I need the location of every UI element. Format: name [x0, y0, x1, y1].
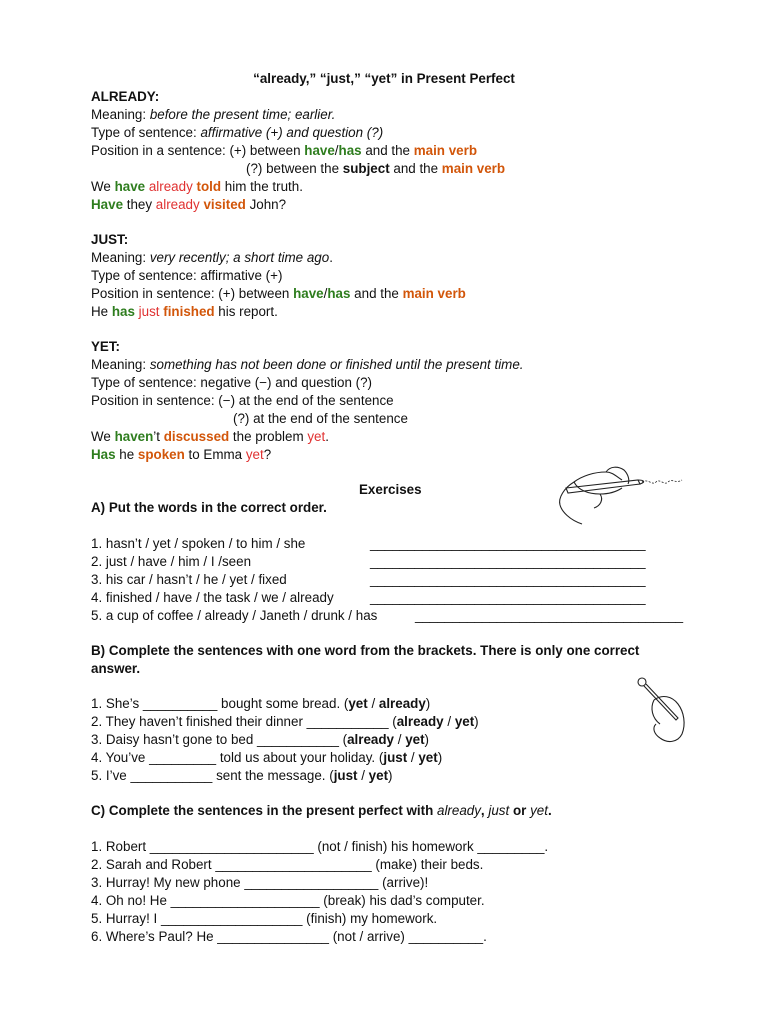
section-a-item-2: 2. just / have / him / I /seen — [91, 554, 252, 569]
answer-blank-a5[interactable]: ____________________________________ — [415, 608, 684, 623]
already-example-1: We have already told him the truth. — [91, 179, 303, 194]
just-meaning: Meaning: very recently; a short time ago. — [91, 250, 333, 265]
section-a-item-4: 4. finished / have / the task / we / already — [91, 590, 334, 605]
yet-example-2: Has he spoken to Emma yet? — [91, 447, 272, 462]
hand-pen-icon — [632, 674, 692, 746]
section-c-item-2: 2. Sarah and Robert _____________________ (make) their beds. — [91, 857, 484, 872]
yet-meaning: Meaning: something has not been done or finished until the present time. — [91, 357, 524, 372]
answer-blank-a4[interactable]: _____________________________________ — [370, 590, 646, 605]
already-heading: ALREADY: — [91, 89, 160, 104]
just-example: He has just finished his report. — [91, 304, 278, 319]
answer-blank-a3[interactable]: _____________________________________ — [370, 572, 646, 587]
section-a-item-5: 5. a cup of coffee / already / Janeth / drunk / has — [91, 608, 378, 623]
just-type: Type of sentence: affirmative (+) — [91, 268, 283, 283]
section-c-item-3: 3. Hurray! My new phone __________________ (arrive)! — [91, 875, 429, 890]
section-c-item-4: 4. Oh no! He ____________________ (break) his dad’s computer. — [91, 893, 485, 908]
just-position: Position in sentence: (+) between have/has and the main verb — [91, 286, 466, 301]
already-meaning: Meaning: before the present time; earlier. — [91, 107, 336, 122]
section-c-heading: C) Complete the sentences in the present perfect with already, just or yet. — [91, 803, 552, 818]
section-b-item-2: 2. They haven’t finished their dinner ___________ (already / yet) — [91, 714, 479, 729]
yet-position-1: Position in sentence: (−) at the end of the sentence — [91, 393, 394, 408]
just-heading: JUST: — [91, 232, 129, 247]
section-b-heading: B) Complete the sentences with one word from the brackets. There is only one correct — [91, 643, 640, 658]
section-b-item-1: 1. She’s __________ bought some bread. (yet / already) — [91, 696, 431, 711]
yet-position-2: (?) at the end of the sentence — [233, 411, 408, 426]
section-b-item-3: 3. Daisy hasn’t gone to bed ___________ (already / yet) — [91, 732, 430, 747]
yet-type: Type of sentence: negative (−) and question (?) — [91, 375, 373, 390]
yet-example-1: We haven’t discussed the problem yet. — [91, 429, 329, 444]
section-a-item-1: 1. hasn’t / yet / spoken / to him / she — [91, 536, 306, 551]
section-b-item-4: 4. You’ve _________ told us about your holiday. (just / yet) — [91, 750, 443, 765]
writing-hand-icon — [550, 460, 690, 528]
yet-heading: YET: — [91, 339, 121, 354]
exercises-heading: Exercises — [359, 482, 422, 497]
section-c-item-1: 1. Robert ______________________ (not / finish) his homework _________. — [91, 839, 549, 854]
section-c-item-5: 5. Hurray! I ___________________ (finish) my homework. — [91, 911, 438, 926]
answer-blank-a2[interactable]: _____________________________________ — [370, 554, 646, 569]
already-example-2: Have they already visited John? — [91, 197, 287, 212]
section-a-item-3: 3. his car / hasn’t / he / yet / fixed — [91, 572, 287, 587]
page-title: “already,” “just,” “yet” in Present Perfect — [253, 71, 515, 86]
answer-blank-a1[interactable]: _____________________________________ — [370, 536, 646, 551]
section-a-heading: A) Put the words in the correct order. — [91, 500, 327, 515]
already-position-1: Position in a sentence: (+) between have/has and the main verb — [91, 143, 477, 158]
already-type: Type of sentence: affirmative (+) and question (?) — [91, 125, 384, 140]
already-position-2: (?) between the subject and the main verb — [246, 161, 506, 176]
section-c-item-6: 6. Where’s Paul? He _______________ (not / arrive) __________. — [91, 929, 487, 944]
section-b-item-5: 5. I’ve ___________ sent the message. (just / yet) — [91, 768, 393, 783]
section-b-heading-cont: answer. — [91, 661, 141, 676]
